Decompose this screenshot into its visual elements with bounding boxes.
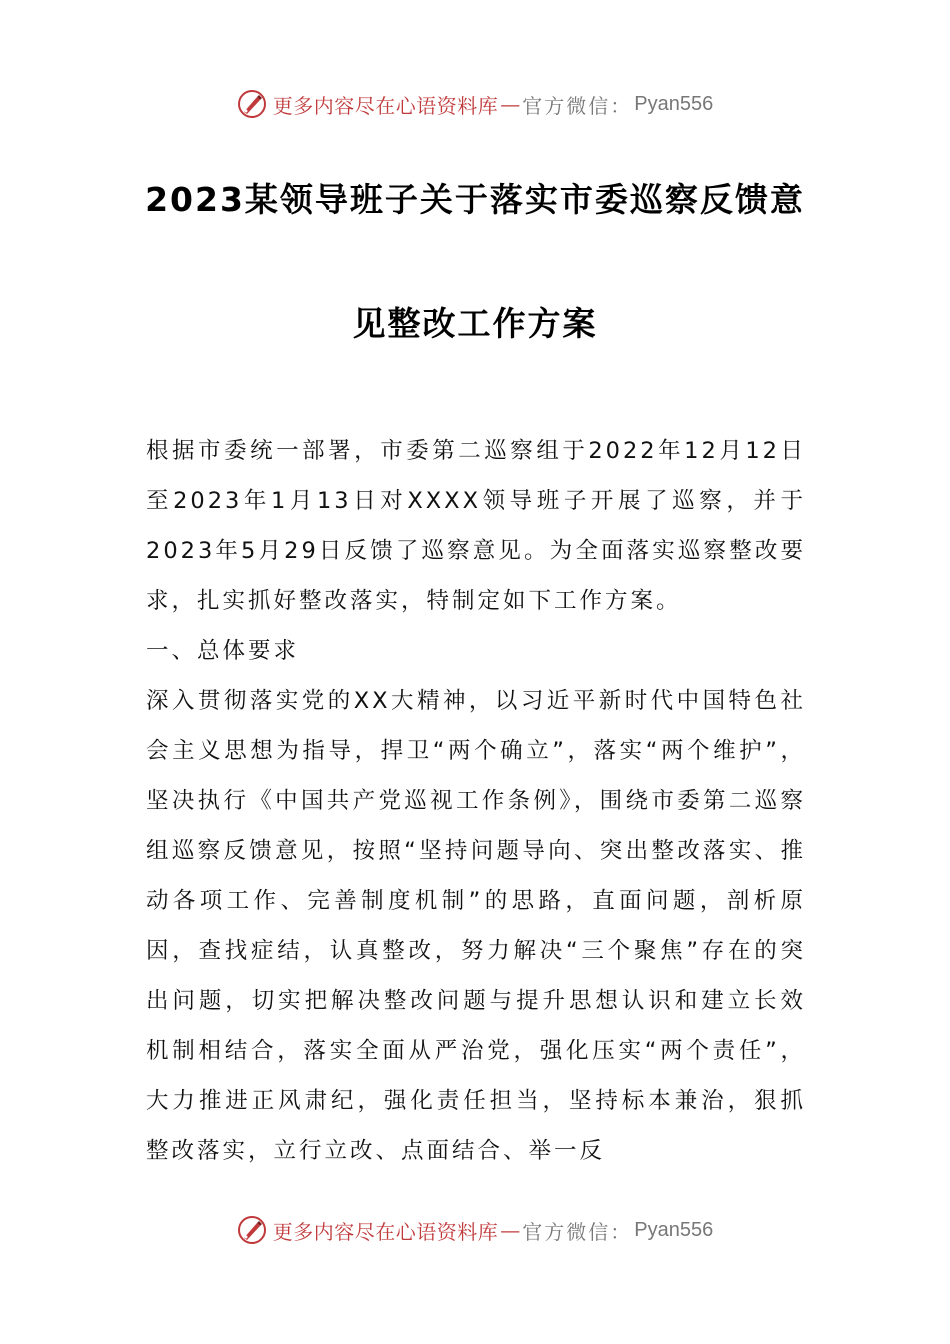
pen-logo-icon <box>237 1215 267 1245</box>
document-title-line-2: 见整改工作方案 <box>352 304 598 343</box>
watermark-text: 更多内容尽在心语资料库 <box>272 1219 499 1244</box>
watermark-official: 官方微信： <box>522 1219 633 1244</box>
watermark-separator: — <box>500 1218 521 1242</box>
watermark-wechat-id: Pyan556 <box>634 1218 714 1241</box>
watermark-header <box>0 86 950 122</box>
watermark-separator: — <box>500 92 521 116</box>
watermark-text: 更多内容尽在心语资料库 <box>272 93 499 118</box>
watermark-official: 官方微信： <box>522 93 633 118</box>
section-heading-1: 一、总体要求 <box>146 638 300 664</box>
watermark-wechat-id: Pyan556 <box>634 92 714 115</box>
paragraph-intro: 根据市委统一部署，市委第二巡察组于2022年12月12日至2023年1月13日对XXXX领导班子开展了巡察，并于2023年5月29日反馈了巡察意见。为全面落实巡察整改要求，扎实抓好整改落实，特制定如下工作方案。 <box>146 438 806 614</box>
watermark-footer <box>0 1212 950 1248</box>
document-title-line-1: 2023某领导班子关于落实市委巡察反馈意 <box>145 180 805 219</box>
paragraph-requirements: 深入贯彻落实党的XX大精神，以习近平新时代中国特色社会主义思想为指导，捍卫“两个确立”，落实“两个维护”，坚决执行《中国共产党巡视工作条例》，围绕市委第二巡察组巡察反馈意见，按照“坚持问题导向、突出整改落实、推动各项工作、完善制度机制”的思路，直面问题，剖析原因，查找症结，认真整改，努力解决“三个聚焦”存在的突出问题，切实把解决整改问题与提升思想认识和建立长效机制相结合，落实全面从严治党，强化压实“两个责任”，大力推进正风肃纪，强化责任担当，坚持标本兼治，狠抓整改落实，立行立改、点面结合、举一反 <box>146 688 806 1164</box>
pen-logo-icon <box>237 89 267 119</box>
document-body <box>146 426 806 1176</box>
